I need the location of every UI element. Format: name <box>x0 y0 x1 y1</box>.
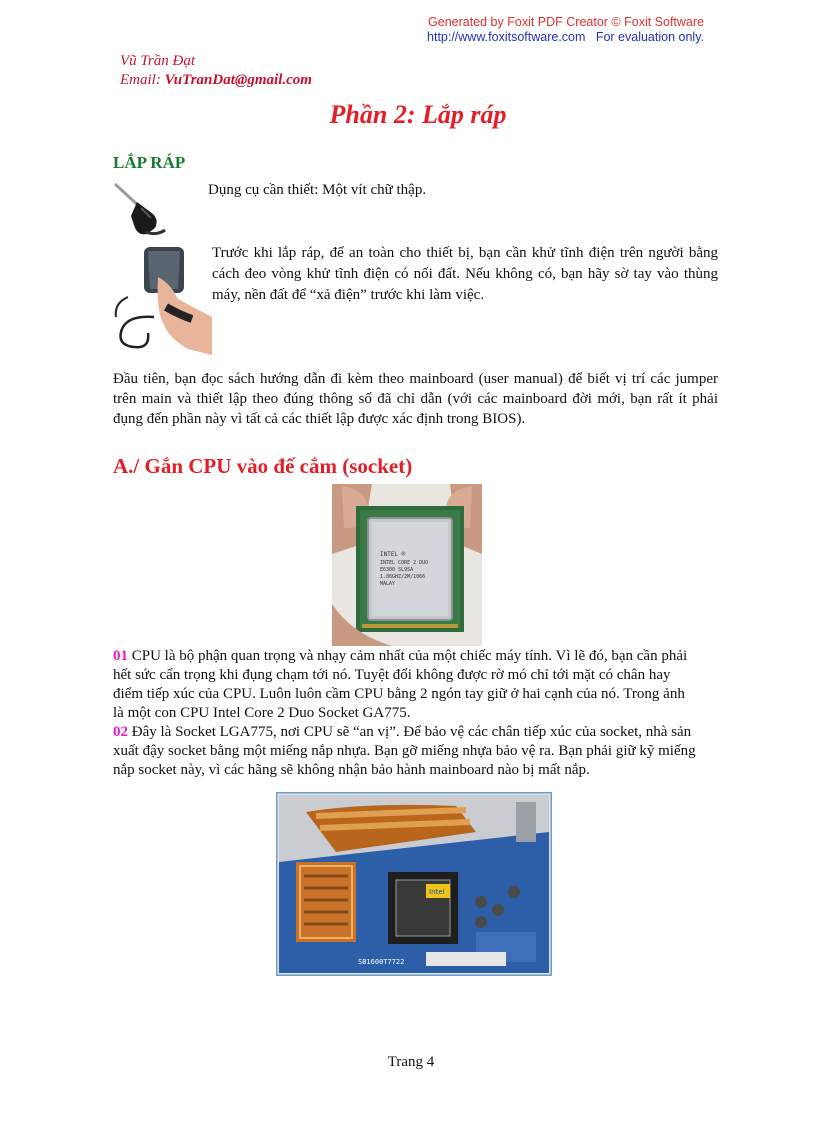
foxit-watermark <box>427 15 704 45</box>
author-name: Vũ Trần Đạt <box>120 53 196 69</box>
cpu-line4-text: MALAY <box>380 581 396 587</box>
tools-text: Dụng cụ cần thiết: Một vít chữ thập. <box>208 182 427 198</box>
author-block <box>120 52 312 90</box>
author-email[interactable]: VuTranDat@gmail.com <box>164 72 312 88</box>
watermark-line2 <box>427 30 704 45</box>
page-title: Phần 2: Lắp ráp <box>329 100 507 129</box>
section-label: LẮP RÁP <box>113 153 186 172</box>
cpu-photo <box>332 484 482 646</box>
watermark-note: For evaluation only. <box>595 30 704 44</box>
socket-cover-label: Intel <box>429 888 445 896</box>
board-code: SB1600T7722 <box>358 958 405 966</box>
watermark-line1: Generated by Foxit PDF Creator © Foxit Software <box>428 15 704 29</box>
cpu-line1-text: INTEL CORE 2 DUO <box>380 560 429 566</box>
email-label: Email: <box>120 72 161 88</box>
watermark-url[interactable]: http://www.foxitsoftware.com <box>427 30 586 44</box>
author-email-line <box>120 71 312 90</box>
step-02 <box>113 723 698 780</box>
wrist-strap-image <box>108 237 214 361</box>
step-text: Đây là Socket LGA775, nơi CPU sẽ “an vị”. Để bảo vệ các chân tiếp xúc của socket, nhà sản xuất đậy socket bằng một miếng nắp nhựa. Bạn gỡ miếng nhựa bảo vệ ra. Bạn phải giữ kỹ miếng nắp socket này, vì các hãng sẽ không nhận bảo hành mainboard nào bị mất nắp. <box>113 724 696 778</box>
step-01 <box>113 647 698 723</box>
screwdriver-image <box>107 178 169 238</box>
page-number: Trang 4 <box>387 1054 435 1070</box>
cpu-brand-text: INTEL ® <box>380 551 406 558</box>
section-a-heading: A./ Gắn CPU vào đế cắm (socket) <box>113 454 413 478</box>
cpu-line3-text: 1.86GHZ/2M/1066 <box>380 574 426 580</box>
manual-paragraph: Đầu tiên, bạn đọc sách hướng dẫn đi kèm theo mainboard (user manual) để biết vị trí các jumper trên main và thiết lập theo đúng thông số đã chỉ dẫn (với các mainboard đời mới, bạn rất ít phải đụng đến phần này vì tất cả các thiết lập được xác định trong BIOS). <box>113 371 718 427</box>
step-text: CPU là bộ phận quan trọng và nhạy cảm nhất của một chiếc máy tính. Vì lẽ đó, bạn cần phải hết sức cẩn trọng khi đụng chạm tới nó. Tuyệt đối không được rờ mó chỉ tới mặt có chân hay điểm tiếp xúc của CPU. Luôn luôn cầm CPU bằng 2 ngón tay giữ ở hai cạnh của nó. Trong ảnh là một con CPU Intel Core 2 Duo Socket GA775. <box>113 648 688 721</box>
cpu-line2-text: E6300 SL9SA <box>380 567 414 573</box>
step-number: 02 <box>113 724 128 740</box>
step-number: 01 <box>113 648 128 664</box>
motherboard-photo <box>276 792 552 976</box>
static-discharge-text: Trước khi lắp ráp, để an toàn cho thiết bị, bạn cần khử tĩnh điện trên người bằng cách đeo vòng khử tĩnh điện có nối đất. Nếu không có, bạn hãy sờ tay vào thùng máy, nền đất để “xả điện” trước khi làm việc. <box>212 245 718 303</box>
steps-block <box>113 647 698 780</box>
